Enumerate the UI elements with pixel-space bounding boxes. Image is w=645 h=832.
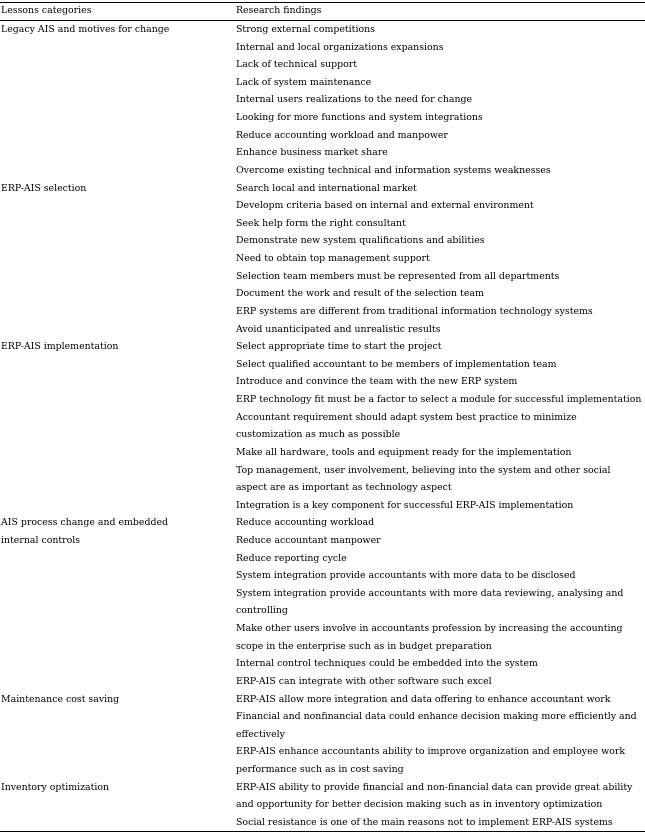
finding-item: Internal control techniques could be embedded into the system — [236, 658, 538, 670]
finding-item: Need to obtain top management support — [236, 253, 430, 265]
finding-item: and opportunity for better decision making such as in inventory optimization — [236, 799, 603, 811]
category-label: Inventory optimization — [1, 781, 110, 793]
finding-item: ERP systems are different from traditional information technology systems — [236, 305, 593, 317]
header-research-findings: Research findings — [236, 5, 322, 16]
finding-item: Demonstrate new system qualifications and abilities — [236, 235, 485, 247]
finding-item: Top management, user involvement, believing into the system and other social — [236, 464, 611, 476]
finding-item: ERP-AIS ability to provide financial and non-financial data can provide great ability — [236, 781, 633, 793]
finding-item: ERP-AIS allow more integration and data offering to enhance accountant work — [236, 693, 611, 705]
finding-item: Looking for more functions and system integrations — [236, 112, 483, 124]
finding-item: Selection team members must be represented from all departments — [236, 270, 560, 282]
finding-item: controlling — [236, 605, 288, 617]
finding-item: scope in the enterprise such as in budget preparation — [236, 640, 492, 652]
finding-item: Overcome existing technical and information systems weaknesses — [236, 164, 551, 176]
finding-item: Document the work and result of the selection team — [236, 288, 484, 300]
finding-item: System integration provide accountants with more data reviewing, analysing and — [236, 587, 624, 599]
category-label: Maintenance cost saving — [1, 693, 120, 705]
category-label: internal controls — [1, 534, 81, 546]
table-top-rule — [0, 2, 645, 3]
finding-item: Enhance business market share — [236, 147, 388, 159]
finding-item: effectively — [236, 728, 285, 740]
finding-item: performance such as in cost saving — [236, 764, 404, 776]
finding-item: Reduce reporting cycle — [236, 552, 347, 564]
finding-item: Strong external competitions — [236, 24, 375, 35]
category-label: AIS process change and embedded — [1, 517, 168, 529]
finding-item: customization as much as possible — [236, 429, 401, 441]
finding-item: Avoid unanticipated and unrealistic results — [236, 323, 441, 335]
finding-item: ERP technology fit must be a factor to select a module for successful implementation — [236, 394, 642, 406]
finding-item: Lack of system maintenance — [236, 76, 372, 88]
finding-item: Financial and nonfinancial data could enhance decision making more efficiently and — [236, 711, 637, 723]
finding-item: Reduce accounting workload — [236, 517, 375, 529]
header-lessons-categories: Lessons categories — [1, 5, 92, 16]
finding-item: System integration provide accountants with more data to be disclosed — [236, 570, 576, 582]
category-label: ERP-AIS selection — [1, 182, 87, 194]
finding-item: Internal and local organizations expansions — [236, 41, 444, 53]
finding-item: Integration is a key component for successful ERP-AIS implementation — [236, 499, 574, 511]
finding-item: aspect are as important as technology aspect — [236, 482, 452, 494]
finding-item: Internal users realizations to the need for change — [236, 94, 473, 106]
finding-item: Select qualified accountant to be members of implementation team — [236, 358, 557, 370]
finding-item: ERP-AIS enhance accountants ability to improve organization and employee work — [236, 746, 625, 758]
finding-item: Accountant requirement should adapt system best practice to minimize — [236, 411, 577, 423]
finding-item: Social resistance is one of the main reasons not to implement ERP-AIS systems — [236, 816, 613, 828]
finding-item: Developm criteria based on internal and external environment — [236, 200, 534, 212]
category-label: ERP-AIS implementation — [1, 341, 119, 353]
category-label: Legacy AIS and motives for change — [1, 24, 170, 35]
finding-item: ERP-AIS can integrate with other software such excel — [236, 675, 492, 687]
finding-item: Seek help form the right consultant — [236, 217, 406, 229]
finding-item: Lack of technical support — [236, 59, 358, 71]
finding-item: Introduce and convince the team with the new ERP system — [236, 376, 518, 388]
finding-item: Search local and international market — [236, 182, 417, 194]
finding-item: Make other users involve in accountants profession by increasing the accounting — [236, 623, 623, 635]
finding-item: Make all hardware, tools and equipment ready for the implementation — [236, 446, 572, 458]
finding-item: Select appropriate time to start the project — [236, 341, 442, 353]
finding-item: Reduce accounting workload and manpower — [236, 129, 448, 141]
finding-item: Reduce accountant manpower — [236, 534, 381, 546]
